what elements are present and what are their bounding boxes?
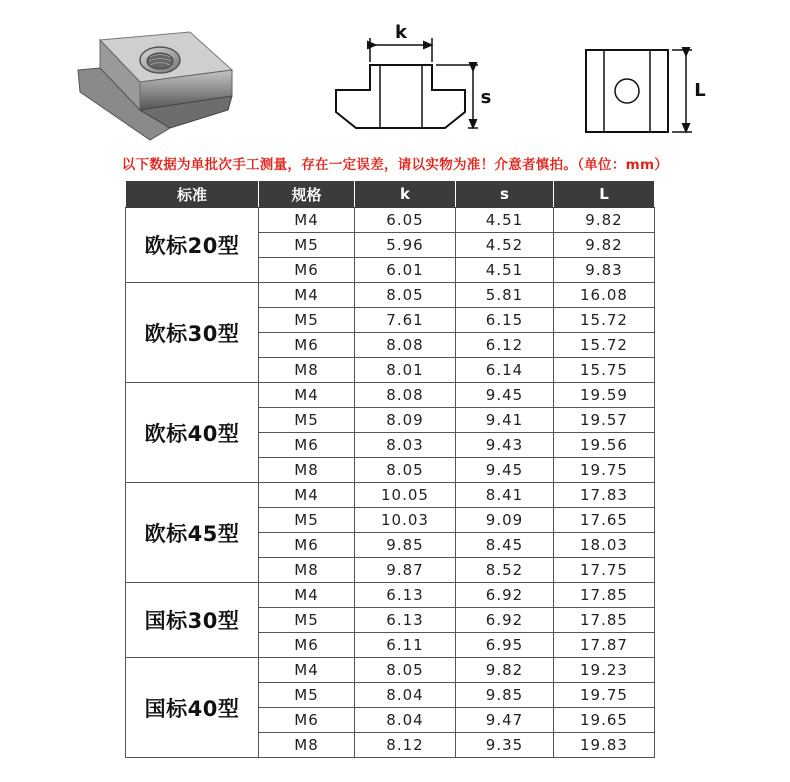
cell-k: 8.01 [355,358,456,383]
cell-s: 9.09 [456,508,554,533]
cell-l: 15.72 [554,333,655,358]
cell-size: M5 [259,608,355,633]
table-row [126,483,655,508]
cell-s: 6.92 [456,608,554,633]
t-nut-front-view [336,22,491,128]
cell-size: M6 [259,433,355,458]
cell-s: 6.95 [456,633,554,658]
cell-size: M8 [259,458,355,483]
cell-size: M4 [259,283,355,308]
cell-l: 19.75 [554,458,655,483]
cell-size: M5 [259,683,355,708]
cell-k: 8.04 [355,683,456,708]
group-label: 国标30型 [126,583,259,658]
cell-size: M5 [259,233,355,258]
cell-l: 17.75 [554,558,655,583]
cell-l: 9.82 [554,233,655,258]
spec-table [125,180,655,758]
cell-l: 17.65 [554,508,655,533]
cell-k: 6.11 [355,633,456,658]
cell-k: 8.09 [355,408,456,433]
cell-size: M6 [259,633,355,658]
cell-s: 6.92 [456,583,554,608]
cell-l: 18.03 [554,533,655,558]
cell-size: M4 [259,658,355,683]
cell-size: M4 [259,383,355,408]
cell-s: 9.43 [456,433,554,458]
measurement-notice: 以下数据为单批次手工测量，存在一定误差，请以实物为准！介意者慎拍。（单位：mm） [121,157,669,173]
cell-l: 19.59 [554,383,655,408]
cell-size: M4 [259,483,355,508]
cell-k: 8.04 [355,708,456,733]
cell-k: 10.03 [355,508,456,533]
cell-size: M4 [259,208,355,233]
group-label: 欧标20型 [126,208,259,283]
cell-k: 7.61 [355,308,456,333]
cell-size: M4 [259,583,355,608]
cell-l: 19.75 [554,683,655,708]
cell-size: M6 [259,258,355,283]
cell-k: 9.87 [355,558,456,583]
cell-l: 9.82 [554,208,655,233]
cell-s: 9.85 [456,683,554,708]
table-row [126,383,655,408]
cell-s: 8.41 [456,483,554,508]
cell-s: 6.14 [456,358,554,383]
s-dimension-label: s [480,87,492,108]
cell-k: 8.03 [355,433,456,458]
table-header-row [126,181,655,208]
table-row [126,283,655,308]
cell-l: 15.75 [554,358,655,383]
header-s: s [456,181,554,208]
group-label: 欧标45型 [126,483,259,583]
diagram-area [0,0,790,150]
cell-k: 8.05 [355,658,456,683]
header-size: 规格 [259,181,355,208]
cell-k: 8.05 [355,283,456,308]
table-row [126,583,655,608]
cell-l: 19.65 [554,708,655,733]
cell-l: 17.85 [554,608,655,633]
cell-size: M6 [259,333,355,358]
t-nut-top-view [586,50,706,132]
cell-k: 9.85 [355,533,456,558]
cell-k: 8.08 [355,383,456,408]
cell-l: 17.85 [554,583,655,608]
cell-s: 6.12 [456,333,554,358]
cell-l: 9.83 [554,258,655,283]
cell-size: M8 [259,733,355,758]
cell-l: 17.87 [554,633,655,658]
cell-k: 6.05 [355,208,456,233]
cell-l: 19.57 [554,408,655,433]
cell-k: 8.12 [355,733,456,758]
cell-size: M5 [259,308,355,333]
cell-s: 9.82 [456,658,554,683]
cell-l: 16.08 [554,283,655,308]
cell-s: 4.52 [456,233,554,258]
cell-k: 10.05 [355,483,456,508]
cell-k: 8.05 [355,458,456,483]
cell-l: 17.83 [554,483,655,508]
cell-s: 6.15 [456,308,554,333]
cell-size: M8 [259,558,355,583]
cell-k: 5.96 [355,233,456,258]
table-row [126,208,655,233]
cell-s: 4.51 [456,258,554,283]
cell-s: 4.51 [456,208,554,233]
cell-l: 15.72 [554,308,655,333]
table-body [126,208,655,758]
cell-s: 9.47 [456,708,554,733]
cell-l: 19.83 [554,733,655,758]
cell-l: 19.56 [554,433,655,458]
group-label: 欧标30型 [126,283,259,383]
cell-size: M5 [259,508,355,533]
cell-k: 6.13 [355,583,456,608]
cell-k: 6.13 [355,608,456,633]
group-label: 欧标40型 [126,383,259,483]
cell-s: 5.81 [456,283,554,308]
cell-s: 9.45 [456,458,554,483]
cell-l: 19.23 [554,658,655,683]
cell-size: M6 [259,708,355,733]
diagram-canvas [0,0,790,150]
l-dimension-label: L [694,80,706,101]
cell-s: 9.35 [456,733,554,758]
cell-k: 6.01 [355,258,456,283]
t-nut-photo [78,32,232,140]
table-row [126,658,655,683]
k-dimension-label: k [395,22,407,43]
cell-size: M5 [259,408,355,433]
cell-s: 9.41 [456,408,554,433]
cell-s: 8.45 [456,533,554,558]
group-label: 国标40型 [126,658,259,758]
cell-s: 9.45 [456,383,554,408]
header-k: k [355,181,456,208]
header-standard: 标准 [126,181,259,208]
cell-size: M8 [259,358,355,383]
cell-s: 8.52 [456,558,554,583]
header-l: L [554,181,655,208]
cell-size: M6 [259,533,355,558]
cell-k: 8.08 [355,333,456,358]
